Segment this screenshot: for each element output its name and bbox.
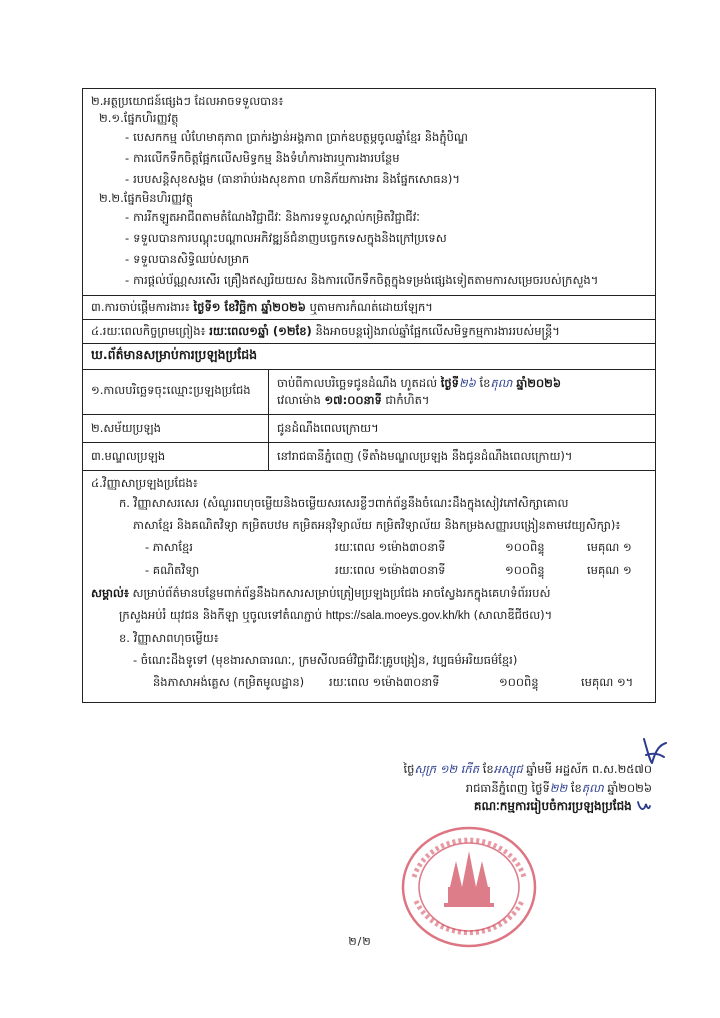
page-number: ២/២ (348, 935, 372, 948)
written-intro: ក. វិញ្ញាសាសរសេរ (សំណួរពហុចម្លើយនិងចម្លើយសរសេរខ្លីៗពាក់ព័ន្ធនឹងចំណេះដឹងក្នុងសៀវភៅសិក្សាគោល (119, 496, 569, 510)
multiple-choice-title: ខ. វិញ្ញាសាពហុចម្លើយ៖ (119, 631, 219, 645)
benefits-section (83, 89, 655, 296)
lunar-date: ថ្ងៃសុក្រ ១២ កើត ខែអស្សុជ ឆ្នាំមមី អដ្ឋស័ក ព.ស.២៥៧០ (403, 762, 652, 776)
content-table (82, 88, 656, 703)
registration-value: ចាប់ពីកាលបរិច្ឆេទជូនដំណឹង ហូតដល់ ថ្ងៃទី២៦ ខែតុលា ឆ្នាំ២០២៦ វេលាម៉ោង ១៧:០០នាទី ជាកំហិត។ (277, 376, 561, 407)
benefits-title: ២.អត្ថប្រយោជន៍ផ្សេងៗ ដែលអាចទទួលបាន៖ (91, 94, 284, 108)
digital-school-link[interactable]: https://sala.moeys.gov.kh/kh (325, 610, 470, 622)
exam-date-row (83, 415, 655, 443)
start-date-row: ៣.ការចាប់ផ្តើមការងារ៖ ថ្ងៃទី១ ខែវិច្ឆិកា ឆ្នាំ២០២៦ ឬតាមការកំណត់ដោយឡែក។ (83, 296, 655, 320)
financial-item: - បេសកកម្ម លំហែមាតុភាព ប្រាក់រង្វាន់អង្គភាព ប្រាក់ឧបត្ថម្ភចូលឆ្នាំខ្មែរ និងភ្ជុំបិណ្ឌ (125, 130, 468, 144)
financial-title: ២.១.ផ្នែកហិរញ្ញវត្ថុ (99, 111, 179, 125)
nonfinancial-item: - ទទួលបានសិទ្ធិឈប់សម្រាក (125, 252, 250, 266)
subjects-section (83, 471, 655, 702)
exam-center-label: ៣.មណ្ឌលប្រឡង (83, 443, 269, 470)
exam-info-heading: ឃ.ព័ត៌មានសម្រាប់ការប្រឡងប្រជែង (83, 344, 655, 370)
exam-date-value: ជូនដំណឹងពេលក្រោយ។ (277, 421, 379, 435)
official-seal-icon (400, 825, 538, 949)
exam-date-label: ២.សម័យប្រឡង (83, 415, 269, 442)
multiple-choice-row: និងភាសាអង់គ្លេស (កម្រិតមូលដ្ឋាន) រយៈពេល ១ម៉ោង៣០នាទី ១០០ពិន្ទុ មេគុណ ១។ (153, 675, 634, 689)
financial-item: - របបសន្តិសុខសង្គម (ធានារ៉ាប់រងសុខភាព ហានិភ័យការងារ និងផ្នែកសោធន)។ (125, 172, 460, 186)
note-line-cont: ក្រសួងអប់រំ យុវជន និងកីឡា ឬចូលទៅតំណភ្ជាប់ https://sala.moeys.gov.kh/kh (សាលាឌីជីថល)។ (119, 608, 553, 622)
committee-title: គណៈកម្មការរៀបចំការប្រឡងប្រជែង (262, 798, 682, 816)
written-intro-cont: ភាសាខ្មែរ និងគណិតវិទ្យា កម្រិតបឋម កម្រិតអនុវិទ្យាល័យ កម្រិតវិទ្យាល័យ និងកម្រងសញ្ញារបង្រៀនតាមវេយ្យសិក្សា)៖ (133, 518, 621, 532)
nonfinancial-item: - ទទួលបានការបណ្តុះបណ្តាលអភិវឌ្ឍន៍ជំនាញបច្ចេកទេសក្នុងនិងក្រៅប្រទេស (125, 231, 447, 245)
exam-center-row (83, 443, 655, 471)
nonfinancial-item: - ការរីកឡូតអាជីពតាមតំណែងវិជ្ជាជីវៈ និងការទទួលស្គាល់កម្រិតវិជ្ជាជីវៈ (125, 210, 420, 224)
registration-label: ១.កាលបរិច្ឆេទចុះឈ្មោះប្រឡងប្រជែង (83, 370, 269, 414)
contract-period-row: ៤.រយៈពេលកិច្ចព្រមព្រៀង៖ រយៈពេល១ឆ្នាំ (១២ខែ) និងអាចបន្តរៀងរាល់ឆ្នាំផ្អែកលើសមិទ្ធកម្មការងាររបស់មន្ត្រី។ (83, 320, 655, 344)
note-line: សម្គាល់៖ សម្រាប់ព័ត៌មានបន្ថែមពាក់ព័ន្ធនឹងឯកសារសម្រាប់ត្រៀមប្រឡងប្រជែង អាចស្វែងរកក្នុងគេហទំព័ររបស់ (91, 586, 551, 600)
exam-center-value: នៅរាជធានីភ្នំពេញ (ទីតាំងមណ្ឌលប្រឡង នឹងជូនដំណឹងពេលក្រោយ)។ (277, 449, 573, 463)
financial-item: - ការលើកទឹកចិត្តផ្អែកលើសមិទ្ធកម្ម និងទំហំការងារឬការងារបន្ថែម (125, 151, 400, 165)
multiple-choice-line: - ចំណេះដឹងទូទៅ (មុខងារសាធារណៈ, ក្រមសីលធម៌វិជ្ជាជីវៈគ្រូបង្រៀន, វប្បធម៌អរិយធម៌ខ្មែរ) (133, 653, 518, 667)
signature-mark-icon (636, 800, 652, 814)
written-subject-row: - ភាសាខ្មែរ រយៈពេល ១ម៉ោង៣០នាទី ១០០ពិន្ទុ មេគុណ ១ (145, 540, 632, 554)
registration-row (83, 370, 655, 415)
date-signature-block (262, 760, 682, 816)
nonfinancial-title: ២.២.ផ្នែកមិនហិរញ្ញវត្ថុ (99, 191, 194, 205)
solar-date: រាជធានីភ្នំពេញ ថ្ងៃទី២២ ខែតុលា ឆ្នាំ២០២៦ (465, 781, 652, 795)
subjects-title: ៤.វិញ្ញាសាប្រឡងប្រជែង៖ (91, 476, 198, 490)
nonfinancial-item: - ការផ្តល់ប័ណ្ណសរសើរ គ្រឿងឥស្សរិយយស និងការលើកទឹកចិត្តក្នុងទម្រង់ផ្សេងទៀតតាមការសម្រេចរបស់ក្រសួង។ (125, 273, 599, 287)
written-subject-row: - គណិតវិទ្យា រយៈពេល ១ម៉ោង៣០នាទី ១០០ពិន្ទុ មេគុណ ១ (145, 563, 632, 577)
